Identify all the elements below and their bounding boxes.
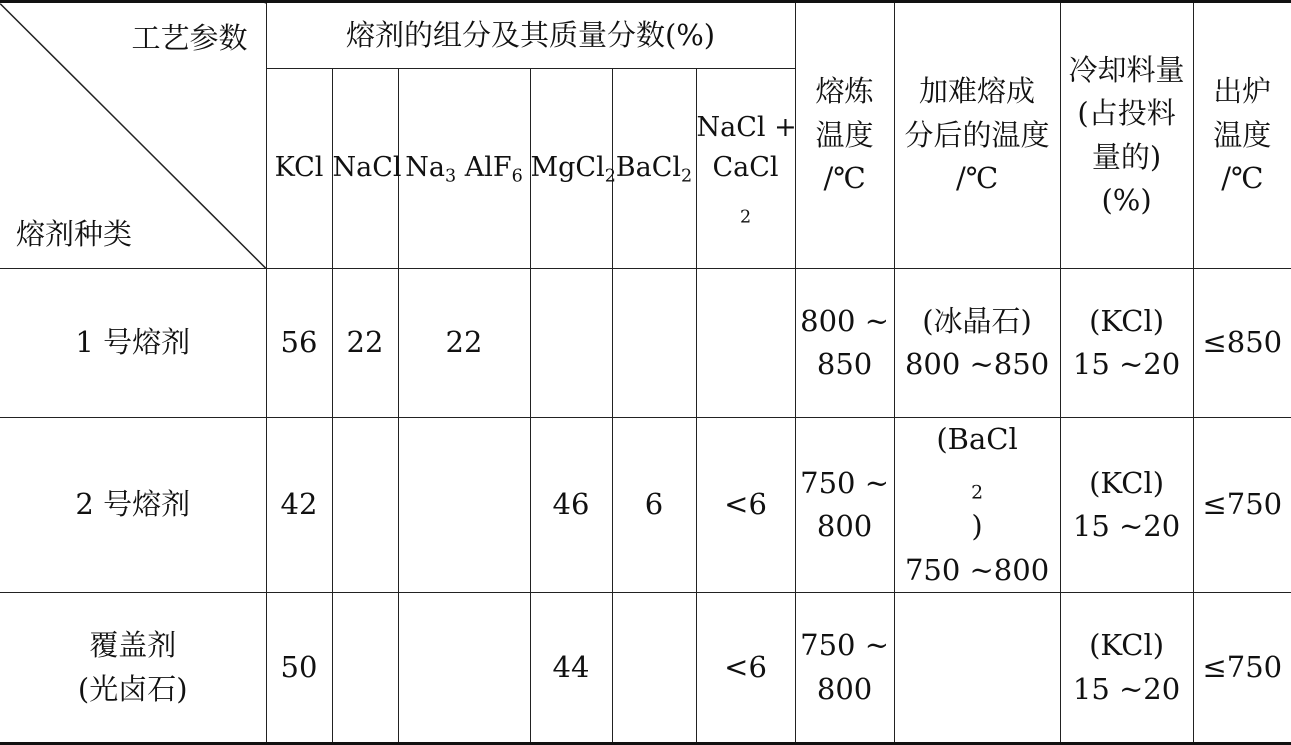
cell-line: 750 ~800: [904, 552, 1050, 587]
component-subscript: 2: [604, 166, 616, 187]
refractory-add-temp-header: [894, 2, 1060, 269]
tap-temp-header: [1193, 2, 1291, 269]
cell-tap-temp: ≤750: [1193, 593, 1291, 744]
cell-nacl: [332, 593, 398, 744]
melt-temp-header-line: 熔炼: [815, 74, 874, 109]
cell-nacl-cacl2: [696, 269, 795, 418]
component-header-mgcl2: [530, 69, 616, 269]
cell-nacl: 22: [332, 269, 398, 418]
cell-subscript: 2: [971, 482, 984, 504]
component-label: MgCl: [530, 152, 605, 184]
cell-na3alf6: [398, 418, 530, 593]
cell-line: 750 ~: [800, 465, 889, 500]
coolant-amount-header: [1060, 2, 1193, 269]
cell-line: 15 ~20: [1072, 671, 1181, 706]
cell-nacl-cacl2: <6: [696, 418, 795, 593]
cell-line: 850: [816, 347, 873, 381]
component-header-bacl2: [612, 69, 696, 269]
composition-group-header: 熔剂的组分及其质量分数(%): [266, 2, 795, 69]
melt-temp-header: [795, 2, 894, 269]
cell-coolant: [1060, 269, 1193, 418]
component-subscript: 3: [444, 166, 457, 187]
cell-tap-temp: ≤750: [1193, 418, 1291, 593]
cell-bacl2: [612, 593, 696, 744]
component-label: CaCl: [712, 152, 779, 184]
cell-mgcl2: 44: [530, 593, 612, 744]
table-row-cover-flux: [0, 593, 1291, 744]
table-row-flux-1: [0, 269, 1291, 418]
cell-add-temp: [894, 269, 1060, 418]
component-header-kcl: [266, 69, 332, 269]
cell-line: (KCl): [1089, 628, 1165, 662]
cell-line: 15 ~20: [1072, 509, 1181, 543]
component-header-na3alf6: [398, 69, 530, 269]
cell-melt-temp: [795, 593, 894, 744]
row-label: [0, 593, 266, 744]
cell-bacl2: 6: [612, 418, 696, 593]
cell-line: (光卤石): [77, 671, 188, 706]
cell-coolant: [1060, 593, 1193, 744]
cell-text: ): [971, 509, 983, 543]
cell-line: 750 ~: [800, 628, 889, 662]
component-subscript: 2: [739, 207, 752, 227]
cell-kcl: 56: [266, 269, 332, 418]
coolant-header-line: (%): [1101, 183, 1152, 217]
cell-text: (BaCl: [936, 422, 1018, 456]
cell-add-temp: [894, 593, 1060, 744]
tap-temp-header-line: /℃: [1221, 161, 1264, 196]
cell-tap-temp: ≤850: [1193, 269, 1291, 418]
cell-na3alf6: 22: [398, 269, 530, 418]
cell-mgcl2: [530, 269, 612, 418]
cell-melt-temp: [795, 418, 894, 593]
row-label: 2 号熔剂: [0, 418, 266, 593]
melt-temp-header-line: /℃: [823, 161, 866, 196]
cell-mgcl2: 46: [530, 418, 612, 593]
tap-temp-header-line: 出炉: [1213, 74, 1272, 109]
cell-melt-temp: [795, 269, 894, 418]
cell-coolant: [1060, 418, 1193, 593]
cell-line: 800 ~: [800, 303, 889, 338]
corner-label-flux-type: 熔剂种类: [16, 216, 133, 251]
coolant-header-line: (占投料: [1077, 96, 1176, 130]
component-subscript: 6: [511, 166, 523, 187]
header-row-1: [0, 2, 1291, 69]
cell-na3alf6: [398, 593, 530, 744]
component-header-nacl-cacl2: [696, 69, 795, 269]
cell-line: (冰晶石): [922, 303, 1032, 338]
cell-line: 800: [816, 509, 873, 543]
cell-line: (KCl): [1089, 303, 1165, 338]
component-label: NaCl: [332, 152, 402, 184]
component-label: KCl: [274, 152, 324, 184]
cell-nacl-cacl2: <6: [696, 593, 795, 744]
cell-add-temp: [894, 418, 1060, 593]
cell-nacl: [332, 418, 398, 593]
cell-line: [895, 418, 1060, 549]
cell-bacl2: [612, 269, 696, 418]
component-subscript: 2: [681, 166, 693, 187]
add-temp-header-line: 分后的温度: [904, 117, 1050, 152]
component-header-nacl: [332, 69, 402, 269]
corner-header-cell: [0, 2, 266, 269]
cell-kcl: 50: [266, 593, 332, 744]
cell-line: 800: [816, 671, 873, 706]
corner-label-process-params: 工艺参数: [131, 21, 248, 55]
cell-line: 800 ~850: [904, 347, 1050, 381]
add-temp-header-line: 加难熔成: [919, 74, 1036, 109]
row-label: 1 号熔剂: [0, 269, 266, 418]
cell-kcl: 42: [266, 418, 332, 593]
component-label: Na: [405, 152, 445, 184]
component-label: BaCl: [615, 152, 682, 184]
component-label-line2: [697, 148, 795, 229]
coolant-header-line: 冷却料量: [1068, 52, 1185, 87]
add-temp-header-line: /℃: [955, 161, 999, 196]
cell-line: 覆盖剂: [89, 628, 177, 662]
coolant-header-line: 量的): [1091, 139, 1162, 174]
component-label: AlF: [464, 152, 512, 184]
component-label: NaCl +: [696, 111, 797, 143]
cell-line: (KCl): [1089, 465, 1165, 500]
melt-temp-header-line: 温度: [815, 117, 874, 152]
tap-temp-header-line: 温度: [1213, 117, 1272, 152]
table-row-flux-2: [0, 418, 1291, 593]
cell-line: 15 ~20: [1072, 347, 1181, 381]
